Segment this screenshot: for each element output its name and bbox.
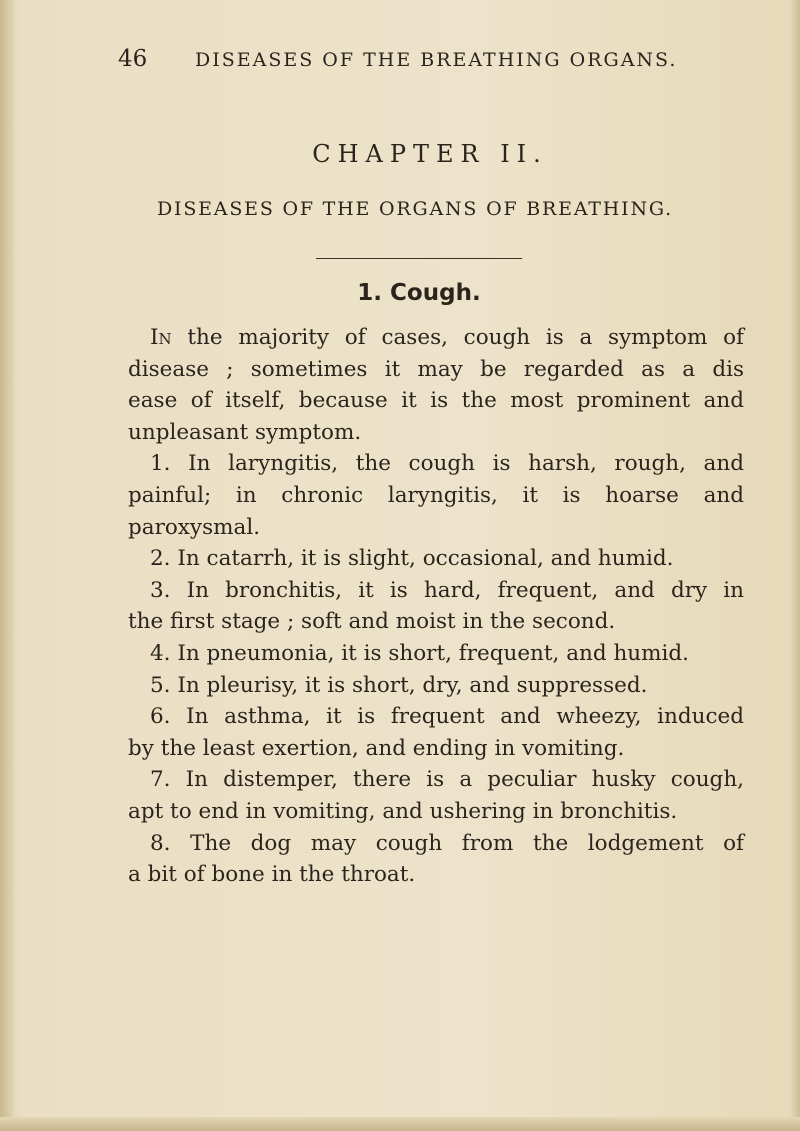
page-bottom-edge <box>0 1117 800 1131</box>
text-line: by the least exertion, and ending in vomiting. <box>128 735 625 761</box>
page-left-edge <box>0 0 14 1131</box>
chapter-subtitle: DISEASES OF THE ORGANS OF BREATHING. <box>156 198 674 220</box>
paragraph <box>128 543 744 575</box>
paragraph <box>128 670 744 702</box>
section-divider <box>316 258 522 259</box>
text-line: the first stage ; soft and moist in the second. <box>128 609 616 635</box>
text-line: 5. In pleurisy, it is short, dry, and suppressed. <box>150 672 648 698</box>
text-line: ease of itself, because it is the most prominent and <box>128 388 744 414</box>
paragraph <box>128 448 744 543</box>
paragraph <box>128 701 744 764</box>
text-line: disease ; sometimes it may be regarded as a dis <box>128 356 744 382</box>
text-line: apt to end in vomiting, and ushering in bronchitis. <box>128 798 678 824</box>
text-line: 4. In pneumonia, it is short, frequent, and humid. <box>150 640 690 666</box>
text-line: paroxysmal. <box>128 514 261 540</box>
text-line: 3. In bronchitis, it is hard, frequent, and dry in <box>150 577 744 603</box>
text-line: 1. In laryngitis, the cough is harsh, rough, and <box>150 451 744 477</box>
running-head-title: DISEASES OF THE BREATHING ORGANS. <box>195 49 678 71</box>
text-line: unpleasant symptom. <box>128 419 362 445</box>
drop-lead-word: In <box>150 325 172 350</box>
text-line: a bit of bone in the throat. <box>128 862 416 888</box>
paragraph <box>128 828 744 891</box>
paragraph <box>128 575 744 638</box>
text-line: 8. The dog may cough from the lodgement of <box>150 830 744 856</box>
paragraph <box>128 322 744 448</box>
text-line: 6. In asthma, it is frequent and wheezy, induced <box>150 704 744 730</box>
text-line: 2. In catarrh, it is slight, occasional, and humid. <box>150 546 674 572</box>
page-number: 46 <box>118 46 148 72</box>
text-line: painful; in chronic laryngitis, it is hoarse and <box>128 482 744 508</box>
page-right-edge <box>790 0 800 1131</box>
text-line-content: the majority of cases, cough is a symptom of <box>171 325 744 350</box>
paragraph <box>128 764 744 827</box>
body-text <box>128 322 744 891</box>
section-heading: 1. Cough. <box>357 280 481 306</box>
text-line <box>128 322 744 354</box>
chapter-title: CHAPTER II. <box>312 140 548 168</box>
paragraph <box>128 638 744 670</box>
text-line: 7. In distemper, there is a peculiar husky cough, <box>150 767 744 793</box>
running-head <box>118 46 718 76</box>
